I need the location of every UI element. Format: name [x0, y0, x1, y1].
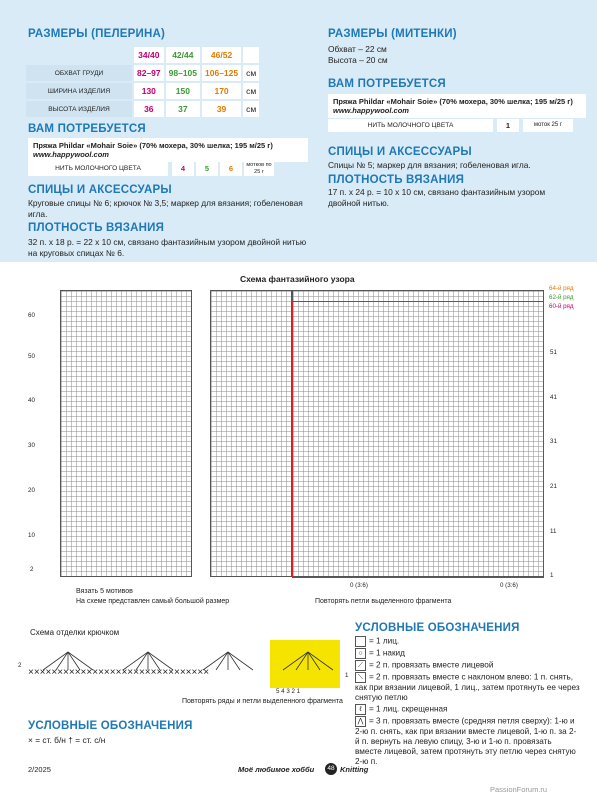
yarn-name: Пряжа Phildar «Mohair Soie» (70% мохера, 30% шелка; 195 м/25 г) [333, 97, 573, 106]
mittens-tools-title: СПИЦЫ И АКСЕССУАРЫ [328, 146, 472, 158]
yarn-site: www.happywool.com [33, 150, 109, 159]
yarn-unit: мотков по 25 г [244, 162, 274, 176]
need-title: ВАМ ПОТРЕБУЕТСЯ [28, 123, 146, 135]
svg-text:××××××××××××××××××××××××××××××: ××××××××××××××××××××××××××××××× [28, 667, 210, 678]
legend-item [355, 672, 580, 703]
row-num: 11 [550, 528, 557, 535]
legend-text: = 1 лиц. скрещенная [369, 704, 448, 714]
row-label: ШИРИНА ИЗДЕЛИЯ [26, 83, 132, 99]
mittens-yarn-q: 1 [497, 119, 519, 132]
mittens-yarn-box [328, 94, 586, 118]
mittens-yarn-color: НИТЬ МОЛОЧНОГО ЦВЕТА [328, 119, 493, 132]
yarn-q1: 4 [172, 162, 194, 176]
legend-item [355, 636, 580, 647]
knit-symbol-icon [355, 636, 366, 647]
mittens-need-title: ВАМ ПОТРЕБУЕТСЯ [328, 78, 446, 90]
yarn-name: Пряжа Phildar «Mohair Soie» (70% мохера, 30% шелка; 195 м/25 г) [33, 141, 273, 150]
size-3: 46/52 [202, 47, 241, 63]
cell: 37 [166, 101, 200, 117]
legend-list [355, 636, 580, 768]
legend-item [355, 648, 580, 659]
row-num: 20 [28, 487, 35, 494]
cell: 82–97 [134, 65, 164, 81]
yarn-q2: 5 [196, 162, 218, 176]
brand: Knitting [340, 765, 369, 774]
legend-text: = 2 п. провязать вместе лицевой [369, 660, 494, 670]
crochet-row1: 1 [345, 672, 349, 679]
issue-number: 2/2025 [28, 765, 51, 774]
sizes-title: РАЗМЕРЫ (ПЕЛЕРИНА) [28, 28, 166, 40]
density-title: ПЛОТНОСТЬ ВЯЗАНИЯ [28, 222, 165, 234]
yarn-color: НИТЬ МОЛОЧНОГО ЦВЕТА [28, 162, 168, 176]
cell: 130 [134, 83, 164, 99]
cell: 106–125 [202, 65, 241, 81]
yarn-q3: 6 [220, 162, 242, 176]
legend-item [355, 660, 580, 671]
yarn-box [28, 138, 308, 162]
stitch-count-right: 0 (3:6) [500, 582, 518, 589]
crochet-title: Схема отделки крючком [30, 628, 120, 637]
mittens-density-title: ПЛОТНОСТЬ ВЯЗАНИЯ [328, 174, 465, 186]
chart-note-1: Вязать 5 мотивов [76, 588, 133, 595]
cell: 36 [134, 101, 164, 117]
size-1: 34/40 [134, 47, 164, 63]
page-number: 48 [325, 763, 337, 775]
knit-grid-1 [60, 290, 192, 577]
density-text: 32 п. х 18 р. = 22 х 10 см, связано фантазийным узором двойной нитью на круговых спицах № 6. [28, 237, 307, 258]
legend-text: = 2 п. провязать вместе с наклоном влево: 1 п. снять, как при вязании лицевой, 1 лиц., затем протянуть ее через снятую петлю [355, 672, 580, 702]
mittens-height: Высота – 20 см [328, 55, 388, 65]
crochet-diagram [28, 640, 348, 690]
yarn-over-icon: ○ [355, 648, 366, 659]
row-num: 21 [550, 483, 557, 490]
cell: 98–105 [166, 65, 200, 81]
unit: см [243, 101, 259, 117]
tools-title: СПИЦЫ И АКСЕССУАРЫ [28, 184, 172, 196]
cdd-icon: ⋀ [355, 716, 366, 727]
magazine-name: Моё любимое хобби [238, 765, 315, 774]
cell: 39 [202, 101, 241, 117]
row-num: 51 [550, 349, 557, 356]
crochet-nums: 5 4 3 2 1 [276, 688, 301, 695]
k2tog-icon: ⟋ [355, 660, 366, 671]
chart-title: Схема фантазийного узора [240, 274, 355, 284]
row-num: 41 [550, 394, 557, 401]
row-label: ВЫСОТА ИЗДЕЛИЯ [26, 101, 132, 117]
mittens-density-text: 17 п. х 24 р. = 10 х 10 см, связано фантазийным узором двойной нитью. [328, 187, 546, 208]
legend-item [355, 716, 580, 767]
row-num: 10 [28, 532, 35, 539]
row-num: 60 [28, 312, 35, 319]
chart-note-3: Повторять петли выделенного фрагмента [315, 598, 452, 605]
row-num: 1 [550, 572, 554, 579]
watermark: PassionForum.ru [490, 785, 548, 794]
row62-label: 62-й ряд [549, 294, 574, 301]
crochet-note: Повторять ряды и петли выделенного фрагмента [182, 698, 343, 705]
cell: 170 [202, 83, 241, 99]
repeat-highlight [292, 301, 544, 578]
unit: см [243, 83, 259, 99]
stitch-count-left: 0 (3:6) [350, 582, 368, 589]
crochet-legend-title: УСЛОВНЫЕ ОБОЗНАЧЕНИЯ [28, 720, 193, 732]
legend-text: = 3 п. провязать вместе (средняя петля сверху): 1-ю и 2-ю п. снять, как при вязании вместе лицевой, 1-ю п. за 2-й п. вернуть на левую спицу, 3-ю и 1-ю п. провязать вместе лицевой, затем протянуть эту петлю через снятую 2-ю п. [355, 716, 577, 766]
yarn-site: www.happywool.com [333, 106, 409, 115]
row-num: 30 [28, 442, 35, 449]
twisted-knit-icon: ℓ [355, 704, 366, 715]
knit-grid-2 [210, 290, 292, 577]
tools-text: Круговые спицы № 6; крючок № 3,5; маркер для вязания; гобеленовая игла. [28, 198, 303, 219]
row64-label: 64-й ряд [549, 285, 574, 292]
ssk-icon: ⟍ [355, 672, 366, 683]
mittens-sizes-title: РАЗМЕРЫ (МИТЕНКИ) [328, 28, 457, 40]
legend-text: = 1 накид [369, 648, 405, 658]
legend-text: = 1 лиц. [369, 636, 400, 646]
mittens-girth: Обхват – 22 см [328, 44, 387, 54]
sizes-table [24, 45, 261, 119]
row-num: 31 [550, 438, 557, 445]
crochet-legend: × = ст. б/н † = ст. с/н [28, 735, 106, 745]
chart-note-2: На схеме представлен самый большой размер [76, 598, 230, 605]
mittens-tools-text: Спицы № 5; маркер для вязания; гобеленовая игла. [328, 160, 531, 170]
row-num: 50 [28, 353, 35, 360]
row-label: ОБХВАТ ГРУДИ [26, 65, 132, 81]
cell: 150 [166, 83, 200, 99]
mittens-yarn-unit: моток 25 г [523, 119, 573, 132]
legend-item [355, 704, 580, 715]
crochet-row: 2 [18, 662, 22, 669]
unit: см [243, 65, 259, 81]
size-2: 42/44 [166, 47, 200, 63]
row60-label: 60-й ряд [549, 303, 574, 310]
legend-title: УСЛОВНЫЕ ОБОЗНАЧЕНИЯ [355, 622, 520, 634]
row-num: 40 [28, 397, 35, 404]
row-num: 2 [30, 566, 34, 573]
